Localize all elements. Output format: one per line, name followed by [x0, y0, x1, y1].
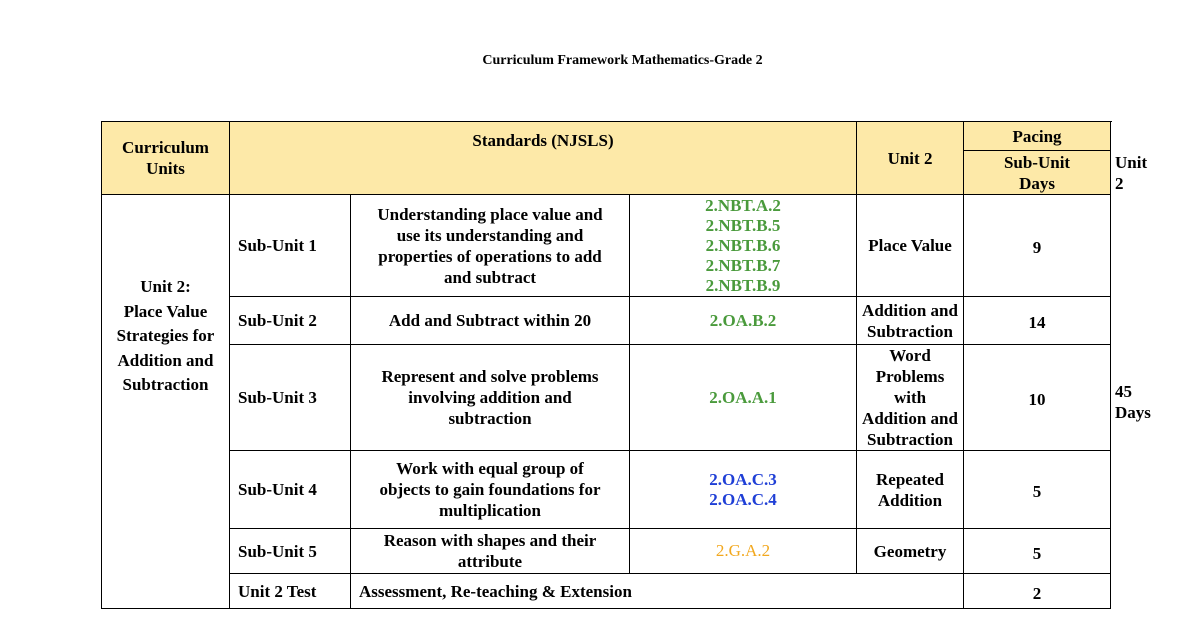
standard-codes: 2.OA.C.3 2.OA.C.4	[630, 451, 857, 529]
table-row	[102, 529, 1111, 574]
sub-unit-label: Sub-Unit 2	[230, 297, 351, 345]
table-row-test	[102, 574, 1111, 609]
standard-codes: 2.NBT.A.2 2.NBT.B.5 2.NBT.B.6 2.NBT.B.7 2.NBT.B.9	[630, 195, 857, 297]
sub-unit-label: Sub-Unit 5	[230, 529, 351, 574]
standard-description: Add and Subtract within 20	[351, 297, 630, 345]
topic: Repeated Addition	[857, 451, 964, 529]
sub-unit-days: 9	[964, 195, 1111, 297]
header-standards: Standards (NJSLS)	[230, 122, 857, 195]
standard-codes: 2.OA.A.1	[630, 345, 857, 451]
standard-codes: 2.OA.B.2	[630, 297, 857, 345]
header-sub-unit-days: Sub-Unit Days	[964, 151, 1111, 195]
topic: Word Problems with Addition and Subtraction	[857, 345, 964, 451]
standard-description: Understanding place value and use its understanding and properties of operations to add and subtract	[351, 195, 630, 297]
sub-unit-label: Sub-Unit 3	[230, 345, 351, 451]
test-description: Assessment, Re-teaching & Extension	[351, 574, 964, 609]
standard-codes: 2.G.A.2	[630, 529, 857, 574]
topic: Place Value	[857, 195, 964, 297]
document-title: Curriculum Framework Mathematics-Grade 2	[482, 53, 763, 68]
test-label: Unit 2 Test	[230, 574, 351, 609]
header-pacing: Pacing	[964, 122, 1111, 151]
sub-unit-label: Sub-Unit 4	[230, 451, 351, 529]
standard-description: Reason with shapes and their attribute	[351, 529, 630, 574]
curriculum-table: Curriculum Units Standards (NJSLS) Unit 2 Pacing Sub-Unit Days Unit 2 Unit 2: Place Value Strategies for Addition and Subtraction Sub-Unit 1 Understanding place value and use its understanding and properties of operations to add and subtract 2.NBT.A.2 2.NBT.B.5 2.NBT.B.6 2.NBT.B.7 2.NBT.B.9 Place Value 9 45 Days Sub-Unit 2 Add and Subtract within 20 2.OA.B.2 Addition and Subtraction 14 Sub-Unit 3 Represent and solve problems involving addition and subtraction 2.OA.A.1 Word Problems with Addition and Subtraction 10 Sub-Unit 4 Work with equal group of objects to gain foundations for multiplication 2.OA.C.3 2.OA.C.4 Repeated Addition 5 Sub-Unit 5 Reason with shapes and their attribute 2.G.A.2 Geometry 5 Unit 2 Test Assessment, Re-teaching & Extension 2	[101, 121, 1111, 609]
table-row	[102, 451, 1111, 529]
topic: Geometry	[857, 529, 964, 574]
topic: Addition and Subtraction	[857, 297, 964, 345]
sub-unit-label: Sub-Unit 1	[230, 195, 351, 297]
unit-name-cell: Unit 2: Place Value Strategies for Addition and Subtraction	[102, 195, 230, 609]
standard-description: Work with equal group of objects to gain foundations for multiplication	[351, 451, 630, 529]
sub-unit-days: 10	[964, 345, 1111, 451]
sub-unit-days: 14	[964, 297, 1111, 345]
test-days: 2	[964, 574, 1111, 609]
table-row	[102, 345, 1111, 451]
standard-description: Represent and solve problems involving addition and subtraction	[351, 345, 630, 451]
sub-unit-days: 5	[964, 529, 1111, 574]
table-row: Unit 2: Place Value Strategies for Addition and Subtraction Sub-Unit 1 Understanding place value and use its understanding and properties of operations to add and subtract 2.NBT.A.2 2.NBT.B.5 2.NBT.B.6 2.NBT.B.7 2.NBT.B.9 Place Value 9 45 Days	[102, 195, 1111, 297]
sub-unit-days: 5	[964, 451, 1111, 529]
table-row	[102, 297, 1111, 345]
header-unit: Unit 2	[857, 122, 964, 195]
header-curriculum-units: Curriculum Units	[102, 122, 230, 195]
